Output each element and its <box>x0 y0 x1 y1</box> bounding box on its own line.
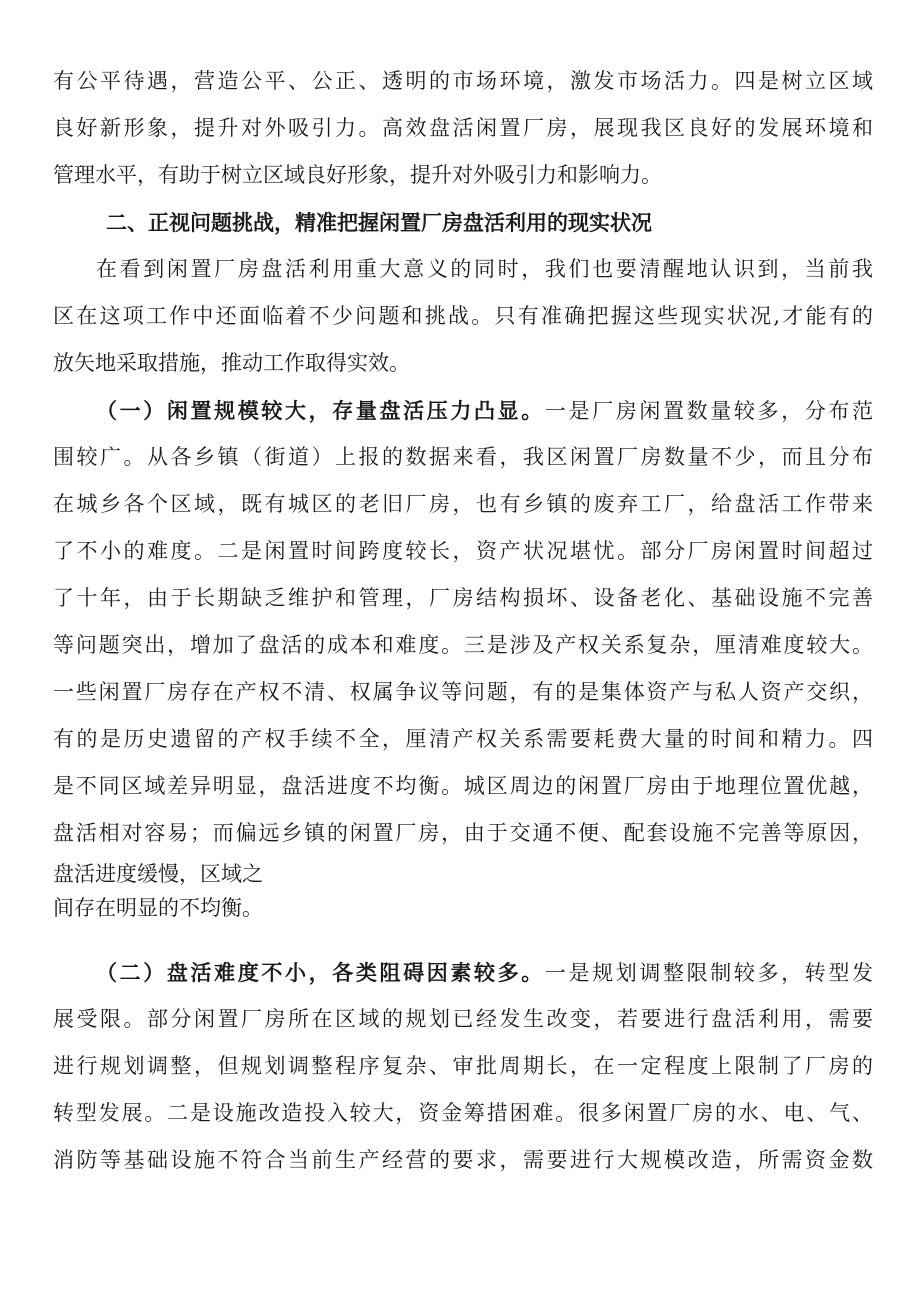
paragraph-line: 有的是历史遗留的产权手续不全，厘清产权关系需要耗费大量的时间和精力。四 <box>53 727 873 751</box>
paragraph-line: 盘活进度缓慢，区域之 <box>53 862 263 886</box>
paragraph-line: 间存在明显的不均衡。 <box>53 896 263 920</box>
paragraph-line: 放矢地采取措施，推动工作取得实效。 <box>53 351 410 375</box>
paragraph-line: 一些闲置厂房存在产权不清、权属争议等问题，有的是集体资产与私人资产交织， <box>53 680 873 704</box>
paragraph-line: 消防等基础设施不符合当前生产经营的要求，需要进行大规模改造，所需资金数 <box>53 1148 873 1172</box>
paragraph-line: 在城乡各个区域，既有城区的老旧厂房，也有乡镇的废弃工厂，给盘活工作带来 <box>53 492 873 516</box>
subsection-heading: （一）闲置规模较大，存量盘活压力凸显。 <box>96 398 545 423</box>
paragraph-line: 管理水平，有助于树立区域良好形象，提升对外吸引力和影响力。 <box>53 163 662 187</box>
paragraph-line: 盘活相对容易；而偏远乡镇的闲置厂房，由于交通不便、配套设施不完善等原因， <box>53 821 873 845</box>
paragraph-line: 进行规划调整，但规划调整程序复杂、审批周期长，在一定程度上限制了厂房的 <box>53 1054 873 1078</box>
paragraph-line: 在看到闲置厂房盘活利用重大意义的同时，我们也要清醒地认识到，当前我 <box>96 257 873 281</box>
paragraph-text: 一是厂房闲置数量较多，分布范 <box>544 399 873 423</box>
subsection-first-line <box>53 949 873 996</box>
subsection-heading: （二）盘活难度不小，各类阻碍因素较多。 <box>96 960 545 985</box>
document-page <box>53 58 873 1184</box>
paragraph-line: 良好新形象，提升对外吸引力。高效盘活闲置厂房，展现我区良好的发展环境和 <box>53 116 873 140</box>
paragraph-line: 区在这项工作中还面临着不少问题和挑战。只有准确把握这些现实状况,才能有的 <box>53 304 873 328</box>
paragraph-line: 了不小的难度。二是闲置时间跨度较长，资产状况堪忧。部分厂房闲置时间超过 <box>53 539 873 563</box>
paragraph-line: 有公平待遇，营造公平、公正、透明的市场环境，激发市场活力。四是树立区域 <box>53 69 873 93</box>
section-heading: 二、正视问题挑战，精准把握闲置厂房盘活利用的现实状况 <box>106 210 652 235</box>
paragraph-line: 转型发展。二是设施改造投入较大，资金筹措困难。很多闲置厂房的水、电、气、 <box>53 1101 873 1125</box>
paragraph-line: 等问题突出，增加了盘活的成本和难度。三是涉及产权关系复杂，厘清难度较大。 <box>53 633 873 657</box>
paragraph-line: 展受限。部分闲置厂房所在区域的规划已经发生改变，若要进行盘活利用，需要 <box>53 1007 873 1031</box>
paragraph-line: 了十年，由于长期缺乏维护和管理，厂房结构损坏、设备老化、基础设施不完善 <box>53 586 873 610</box>
paragraph-line: 围较广。从各乡镇（街道）上报的数据来看，我区闲置厂房数量不少，而且分布 <box>53 445 873 469</box>
subsection-first-line <box>53 387 873 434</box>
paragraph-line: 是不同区域差异明显，盘活进度不均衡。城区周边的闲置厂房由于地理位置优越， <box>53 774 873 798</box>
paragraph-text: 一是规划调整限制较多，转型发 <box>544 961 873 985</box>
